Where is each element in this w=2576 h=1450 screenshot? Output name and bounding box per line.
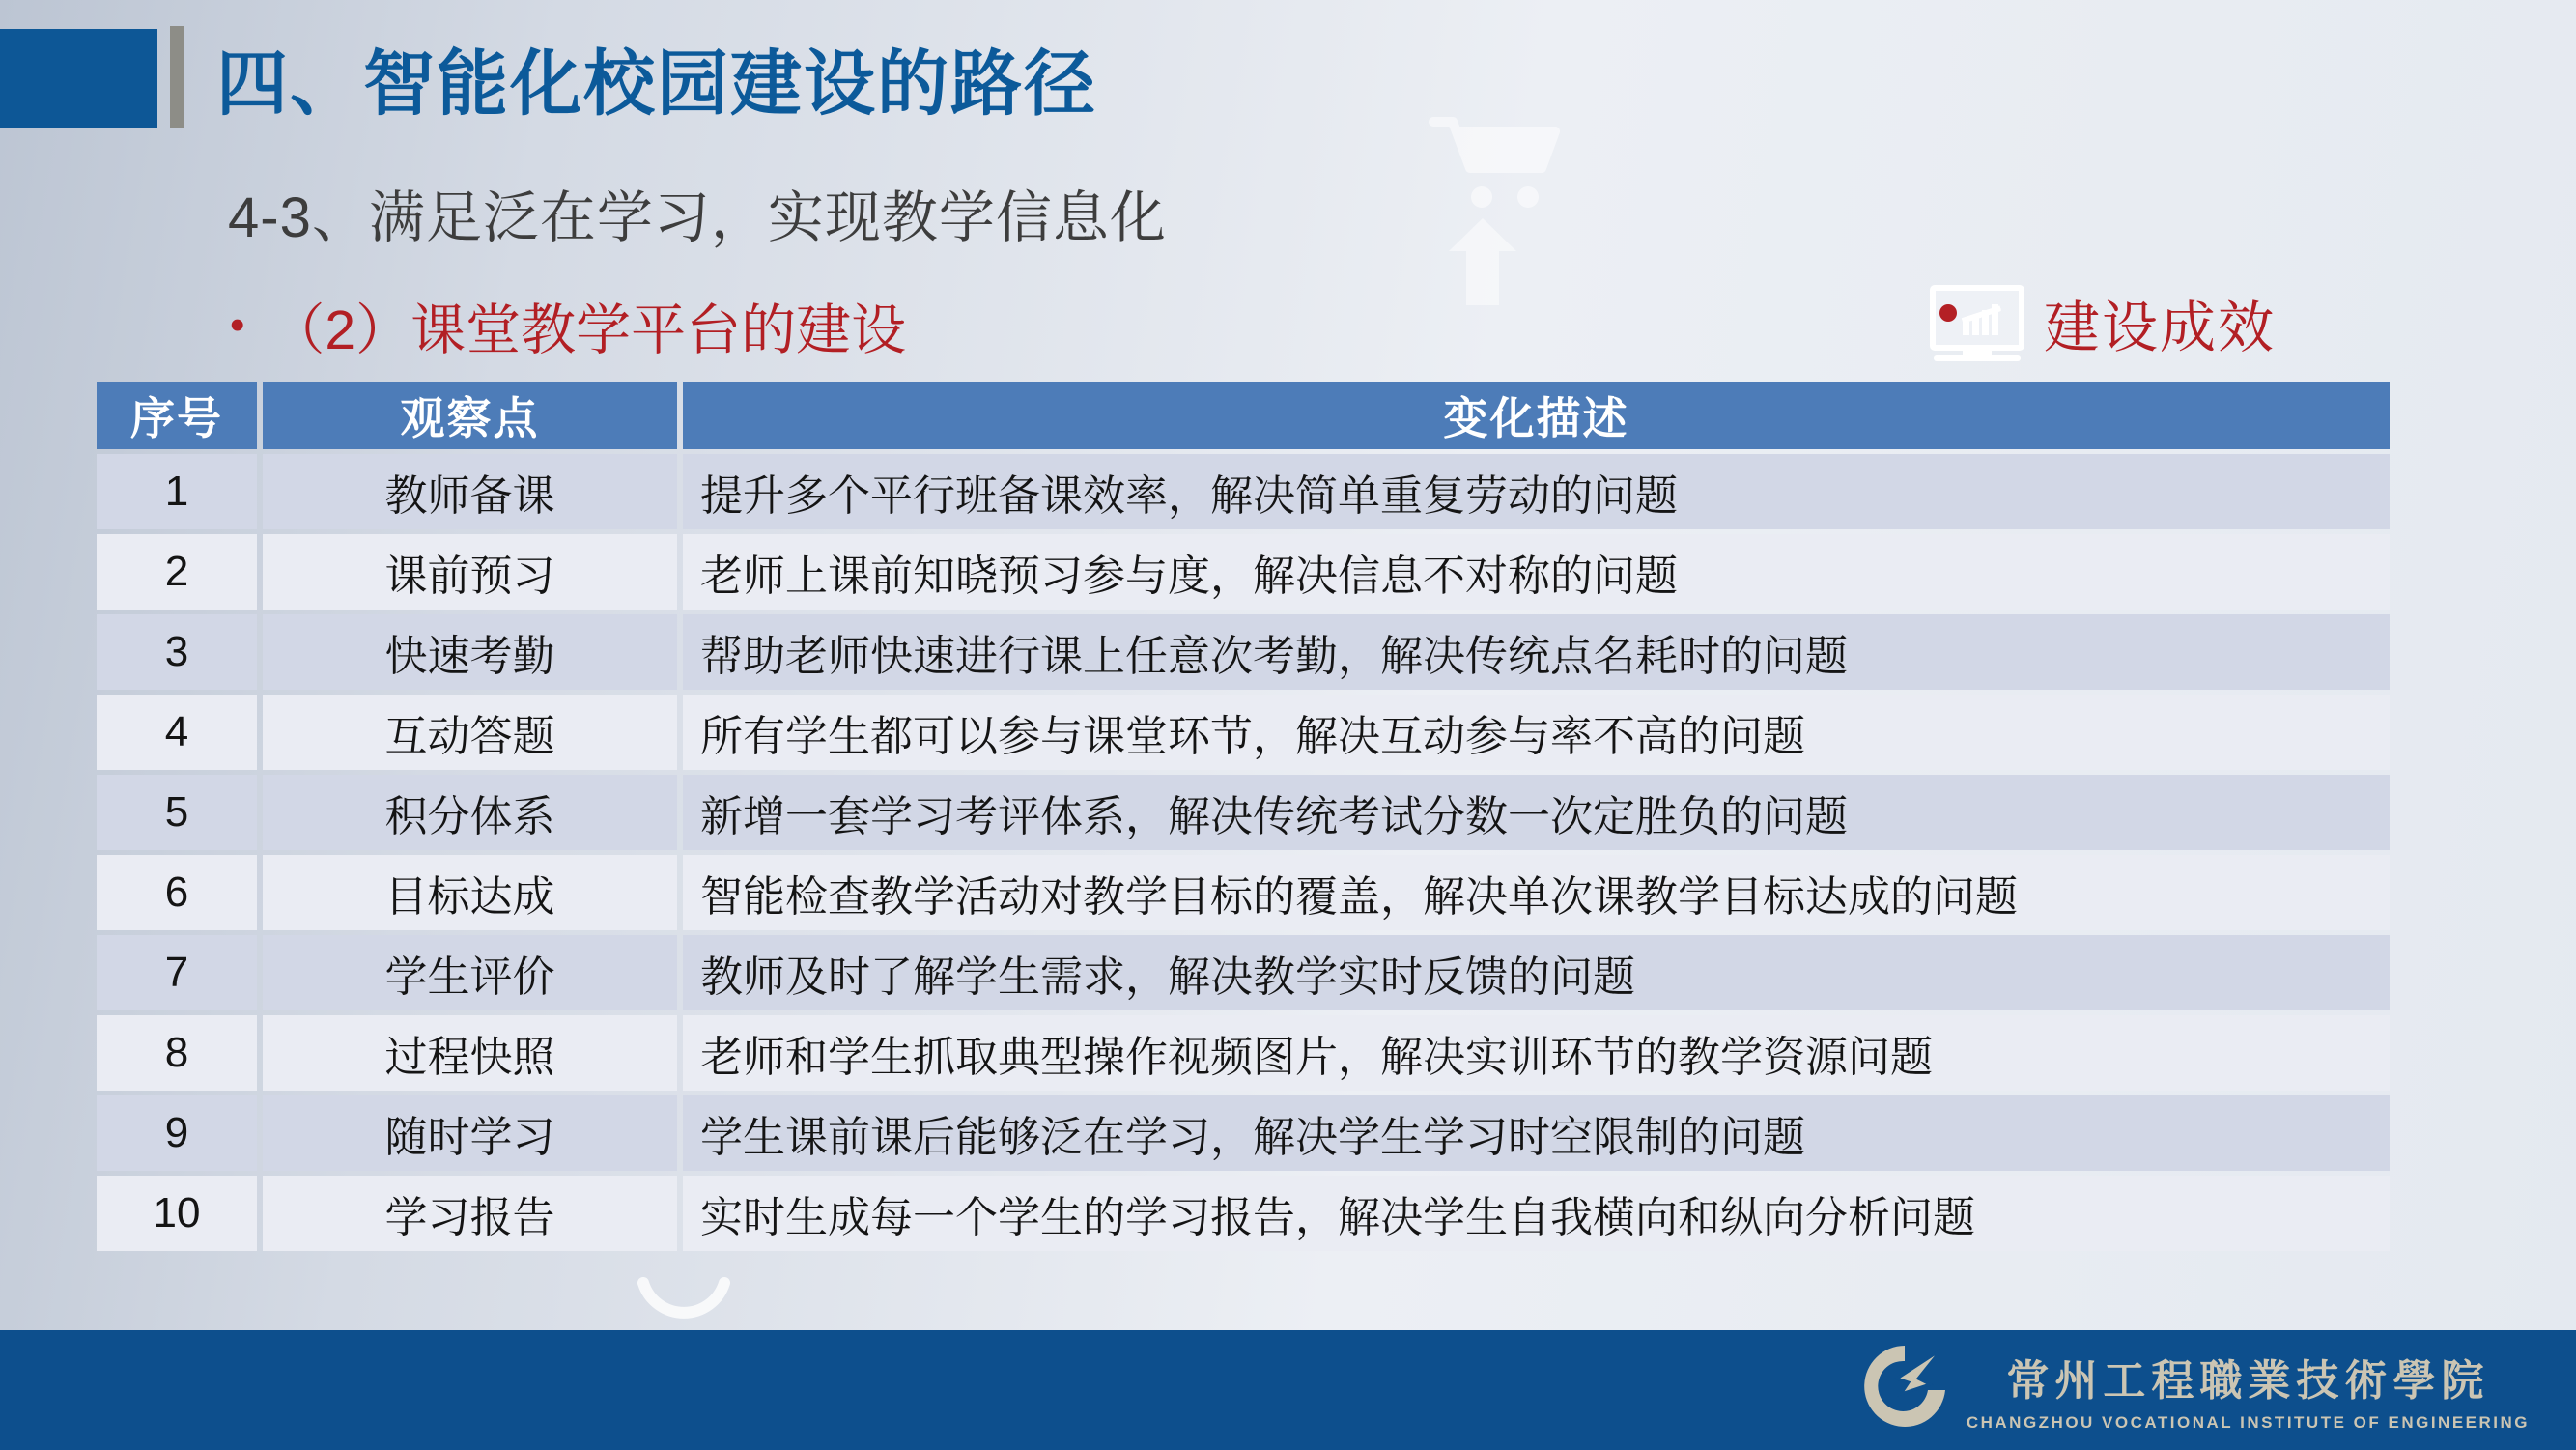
badge-achievements (1930, 282, 2276, 363)
cell-number: 3 (97, 614, 257, 690)
cell-change-description: 老师和学生抓取典型操作视频图片，解决实训环节的教学资源问题 (683, 1015, 2390, 1091)
monitor-chart-icon (1930, 285, 2026, 360)
table-row (97, 1015, 2390, 1091)
table-row (97, 454, 2390, 529)
column-header: 观察点 (263, 382, 677, 449)
cell-observation-point: 教师备课 (263, 454, 677, 529)
cell-number: 2 (97, 534, 257, 610)
cell-number: 1 (97, 454, 257, 529)
cell-change-description: 教师及时了解学生需求，解决教学实时反馈的问题 (683, 935, 2390, 1010)
cell-number: 10 (97, 1176, 257, 1251)
cell-change-description: 帮助老师快速进行课上任意次考勤，解决传统点名耗时的问题 (683, 614, 2390, 690)
page-title: 四、智能化校园建设的路径 (216, 43, 1097, 124)
school-logo (1858, 1340, 2530, 1437)
bullet-marker: • (230, 301, 245, 349)
cell-change-description: 新增一套学习考评体系，解决传统考试分数一次定胜负的问题 (683, 775, 2390, 850)
cell-observation-point: 课前预习 (263, 534, 677, 610)
cell-number: 8 (97, 1015, 257, 1091)
table-row (97, 614, 2390, 690)
arc-shape (637, 1277, 730, 1327)
column-header: 序号 (97, 382, 257, 449)
bullet-line (230, 286, 906, 365)
cell-observation-point: 随时学习 (263, 1095, 677, 1171)
cell-observation-point: 学生评价 (263, 935, 677, 1010)
cell-observation-point: 积分体系 (263, 775, 677, 850)
cell-number: 9 (97, 1095, 257, 1171)
cell-change-description: 实时生成每一个学生的学习报告，解决学生自我横向和纵向分析问题 (683, 1176, 2390, 1251)
school-logo-mark-icon (1858, 1340, 1951, 1437)
shopping-cart-icon (1428, 108, 1563, 214)
cell-change-description: 提升多个平行班备课效率，解决简单重复劳动的问题 (683, 454, 2390, 529)
table-row (97, 775, 2390, 850)
table-row (97, 1095, 2390, 1171)
table-row (97, 1176, 2390, 1251)
cell-observation-point: 过程快照 (263, 1015, 677, 1091)
cell-change-description: 所有学生都可以参与课堂环节，解决互动参与率不高的问题 (683, 695, 2390, 770)
cell-number: 4 (97, 695, 257, 770)
badge-label: 建设成效 (2044, 297, 2277, 359)
cell-observation-point: 学习报告 (263, 1176, 677, 1251)
observation-table (91, 377, 2395, 1256)
table-header-row (97, 382, 2390, 449)
cell-observation-point: 目标达成 (263, 855, 677, 930)
cell-observation-point: 快速考勤 (263, 614, 677, 690)
title-accent-bar (170, 26, 184, 128)
column-header: 变化描述 (683, 382, 2390, 449)
cell-number: 6 (97, 855, 257, 930)
cell-number: 7 (97, 935, 257, 1010)
title-accent-square (0, 29, 157, 128)
cell-change-description: 老师上课前知晓预习参与度，解决信息不对称的问题 (683, 534, 2390, 610)
cell-number: 5 (97, 775, 257, 850)
school-name-cn: 常州工程職業技術學院 (2006, 1355, 2490, 1406)
up-arrow-icon (1449, 218, 1516, 305)
table-row (97, 695, 2390, 770)
footer-bar (0, 1330, 2576, 1450)
subtitle: 4-3、满足泛在学习，实现教学信息化 (228, 186, 1167, 249)
school-name-en: CHANGZHOU VOCATIONAL INSTITUTE OF ENGINEERING (1966, 1412, 2530, 1432)
bullet-text: （2）课堂教学平台的建设 (269, 299, 907, 361)
table-row (97, 534, 2390, 610)
cell-observation-point: 互动答题 (263, 695, 677, 770)
table-row (97, 935, 2390, 1010)
table-row (97, 855, 2390, 930)
cell-change-description: 智能检查教学活动对教学目标的覆盖，解决单次课教学目标达成的问题 (683, 855, 2390, 930)
red-dot-icon (1939, 304, 1957, 322)
cell-change-description: 学生课前课后能够泛在学习，解决学生学习时空限制的问题 (683, 1095, 2390, 1171)
